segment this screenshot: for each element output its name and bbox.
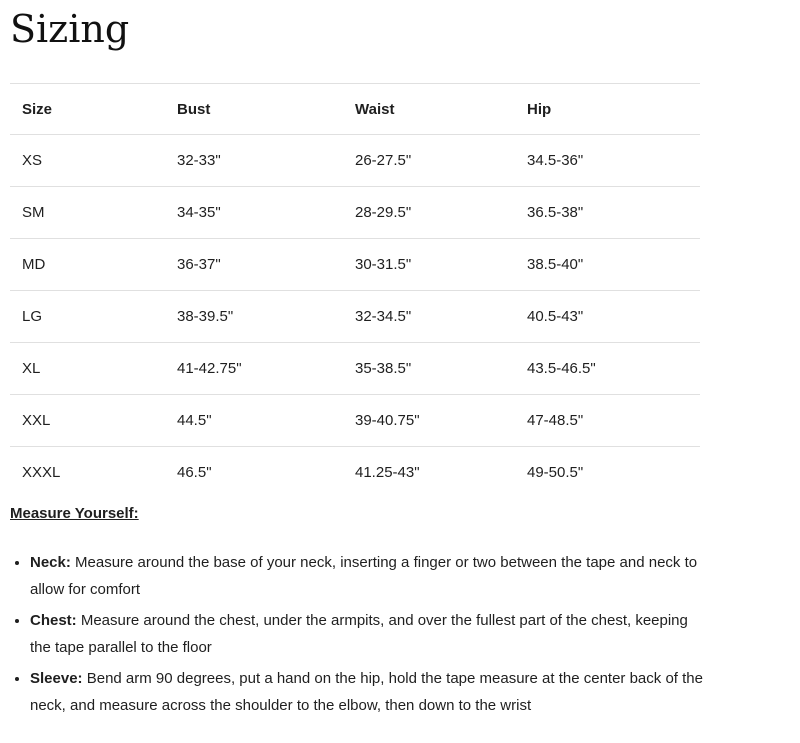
size-cell: SM: [10, 187, 165, 239]
bust-cell: 32-33": [165, 135, 343, 187]
table-header-row: [10, 84, 700, 135]
bust-cell: 34-35": [165, 187, 343, 239]
table-row: [10, 135, 700, 187]
waist-cell: 30-31.5": [343, 239, 515, 291]
waist-cell: 26-27.5": [343, 135, 515, 187]
size-cell: XXL: [10, 395, 165, 447]
item-text: Measure around the base of your neck, inserting a finger or two between the tape and neck to allow for comfort: [30, 554, 698, 598]
sizing-page: [0, 6, 800, 743]
hip-cell: 38.5-40": [515, 239, 700, 291]
bust-cell: 41-42.75": [165, 343, 343, 395]
sizing-table: [10, 83, 700, 498]
bust-cell: 38-39.5": [165, 291, 343, 343]
hip-cell: 36.5-38": [515, 187, 700, 239]
size-cell: MD: [10, 239, 165, 291]
waist-cell: 32-34.5": [343, 291, 515, 343]
table-row: [10, 239, 700, 291]
col-header-bust: Bust: [165, 84, 343, 135]
size-cell: LG: [10, 291, 165, 343]
hip-cell: 40.5-43": [515, 291, 700, 343]
table-row: [10, 291, 700, 343]
list-item-neck: [30, 549, 706, 603]
measure-instructions-list: [10, 549, 706, 719]
bust-cell: 46.5": [177, 464, 212, 481]
hip-cell: 47-48.5": [515, 395, 700, 447]
item-label: Neck:: [30, 554, 71, 571]
item-label: Chest:: [30, 612, 77, 629]
table-row: [10, 187, 700, 239]
col-header-size: Size: [10, 84, 165, 135]
table-row: [10, 343, 700, 395]
size-cell: XL: [10, 343, 165, 395]
item-text: Bend arm 90 degrees, put a hand on the hip, hold the tape measure at the center back of the neck, and measure across the shoulder to the elbow, then down to the wrist: [30, 670, 703, 714]
col-header-waist: Waist: [343, 84, 515, 135]
bust-cell: 44.5": [165, 395, 343, 447]
waist-cell: 39-40.75": [343, 395, 515, 447]
hip-cell: 34.5-36": [515, 135, 700, 187]
item-label: Sleeve:: [30, 670, 83, 687]
size-cell: XXXL: [22, 464, 61, 481]
list-item-chest: [30, 607, 706, 661]
table-row: [10, 447, 700, 499]
list-item-sleeve: [30, 665, 706, 719]
hip-cell: 43.5-46.5": [515, 343, 700, 395]
size-cell: XS: [10, 135, 165, 187]
col-header-hip: Hip: [515, 84, 700, 135]
hip-cell: 49-50.5": [527, 464, 584, 481]
waist-cell: 28-29.5": [343, 187, 515, 239]
measure-yourself-heading: Measure Yourself:: [10, 505, 139, 522]
waist-cell: 35-38.5": [343, 343, 515, 395]
waist-cell: 41.25-43": [355, 464, 420, 481]
bust-cell: 36-37": [165, 239, 343, 291]
table-row: [10, 395, 700, 447]
item-text: Measure around the chest, under the armpits, and over the fullest part of the chest, keeping the tape parallel to the floor: [30, 612, 688, 656]
page-title: Sizing: [10, 7, 130, 51]
